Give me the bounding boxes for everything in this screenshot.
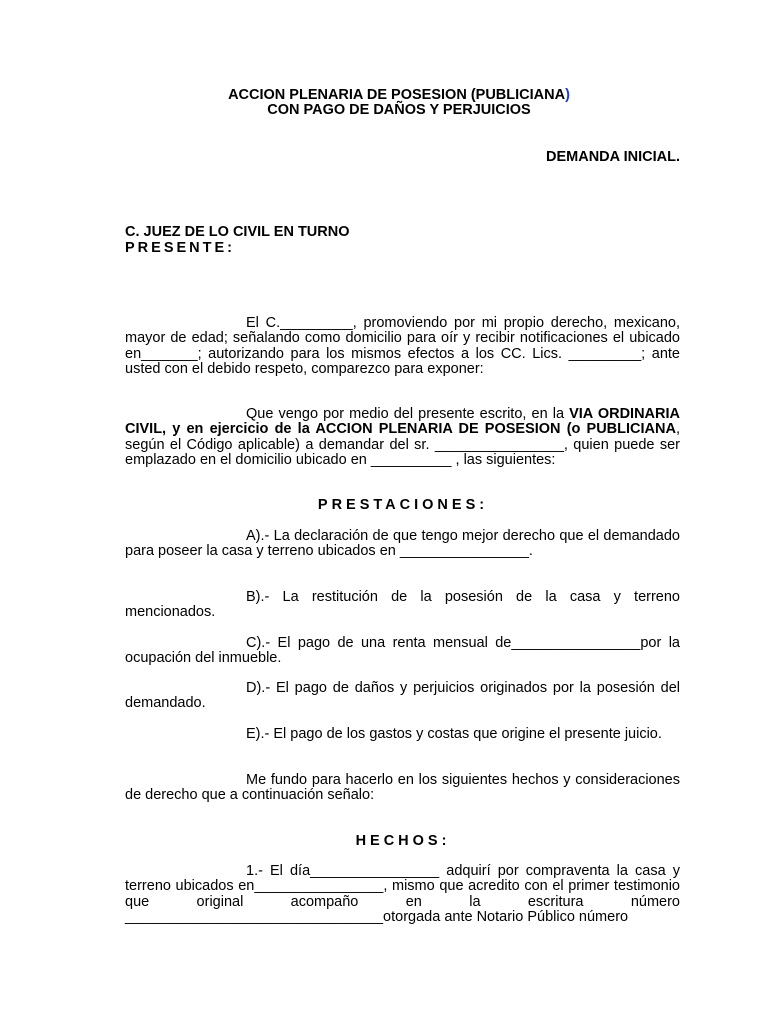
prestacion-item-e-text: E).- El pago de los gastos y costas que origine el presente juicio. [246,726,662,742]
prestacion-item-b [125,590,680,621]
document-title-line2: CON PAGO DE DAÑOS Y PERJUICIOS [267,102,531,118]
intro-paragraph-1 [125,316,680,377]
hecho-item-1 [125,864,680,925]
fundamento-paragraph [125,773,680,804]
prestacion-item-a-text: A).- La declaración de que tengo mejor derecho que el demandado para poseer la casa y terreno ubicados en ________________. [125,528,680,560]
hechos-heading: HECHOS: [355,833,451,849]
prestacion-item-e [125,727,680,742]
prestacion-item-c-text: C).- El pago de una renta mensual de________________por la ocupación del inmueble. [125,635,680,667]
demanda-inicial-label: DEMANDA INICIAL. [546,149,680,165]
hecho-item-1-text: 1.- El día________________ adquirí por compraventa la casa y terreno ubicados en________________, mismo que acredito con el primer testimonio que original acompaño en la escritura número ________________________________otorgada ante Notario Público número [125,863,680,925]
prestaciones-heading: PRESTACIONES: [317,497,489,513]
prestacion-item-d-text: D).- El pago de daños y perjuicios originados por la posesión del demandado. [125,680,680,712]
prestacion-item-c [125,636,680,667]
prestacion-item-a [125,529,680,560]
prestacion-item-b-text: B).- La restitución de la posesión de la casa y terreno mencionados. [125,589,680,621]
intro-paragraph-2-bold: VIA ORDINARIA CIVIL, y en ejercicio de la ACCION PLENARIA DE POSESION (o PUBLICIANA [125,406,680,438]
intro-paragraph-2 [125,407,680,468]
fundamento-paragraph-text: Me fundo para hacerlo en los siguientes hechos y consideraciones de derecho que a continuación señalo: [125,772,680,804]
title-closing-paren: ) [565,87,570,103]
intro-paragraph-2-text-b: , según el Código aplicable) a demandar del sr. ________________, quien puede ser emplazado en el domicilio ubicado en __________ , las siguientes: [125,421,680,468]
intro-paragraph-1-text: El C._________, promoviendo por mi propio derecho, mexicano, mayor de edad; señalando como domicilio para oír y recibir notificaciones el ubicado en_______; autorizando para los mismos efectos a los CC. Lics. _________; ante usted con el debido respeto, comparezco para exponer: [125,315,680,377]
document-title-line1 [0,88,768,103]
addressee-judge: C. JUEZ DE LO CIVIL EN TURNO [125,224,350,240]
prestacion-item-d [125,681,680,712]
intro-paragraph-2-text-a: Que vengo por medio del presente escrito, en la [246,406,570,422]
title-text: ACCION PLENARIA DE POSESION (PUBLICIANA [228,87,566,103]
addressee-presente: PRESENTE: [125,240,235,256]
